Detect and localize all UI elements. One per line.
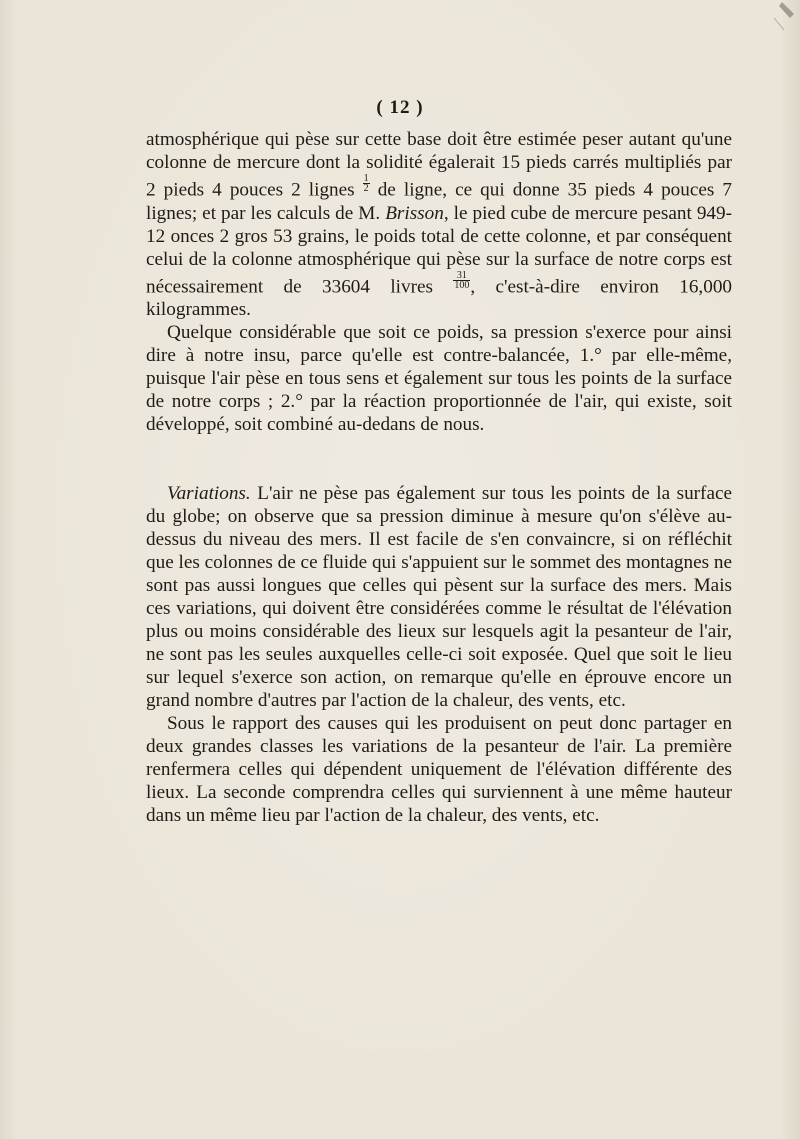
- fraction-hundredths: [453, 271, 470, 290]
- author-name-brisson: Brisson: [385, 202, 444, 224]
- section-heading-variations: Variations.: [167, 483, 251, 504]
- fraction-hundredths-denominator: 100: [454, 279, 470, 291]
- paragraph-3: [146, 482, 732, 712]
- page-number: ( 12 ): [376, 97, 424, 118]
- paragraph-1-text-a: atmosphérique qui pèse sur cette base doit être estimée peser autant qu'une colonne de mercure dont la solidité égalerait 15 pieds carrés multipliés par 2 pieds 4 pouces 2 lignes: [146, 129, 732, 201]
- fraction-hundredths-numerator: 31: [453, 271, 470, 281]
- paragraph-1-text-b: de ligne, ce qui donne 35 pieds 4 pouces 7 lignes; et par les calculs de M.: [146, 179, 732, 224]
- paragraph-2: Quelque considérable que soit ce poids, sa pression s'exerce pour ainsi dire à notre insu, parce qu'elle est contre-balancée, 1.° par elle-même, puisque l'air pèse en tous sens et également sur tous les points de la surface de notre corps ; 2.° par la réaction proportionnée de l'air, qui existe, soit développé, soit combiné au-dedans de nous.: [146, 322, 732, 435]
- paragraph-1-text-c: , le pied cube de mercure pesant 949-12 onces 2 gros 53 grains, le poids total de cette colonne, et par conséquent celui de la colonne atmosphérique qui pèse sur la surface de notre corps est nécessairement de 33604 livres: [146, 202, 732, 297]
- paragraph-1-text-d: , c'est-à-dire environ 16,000 kilogrammes.: [146, 276, 733, 320]
- fraction-half: [363, 174, 370, 193]
- paragraph-1: [146, 128, 732, 321]
- body-text: [146, 128, 732, 827]
- page-corner-stain: [770, 0, 800, 40]
- fraction-half-numerator: 1: [363, 173, 369, 184]
- paragraph-gap: [146, 436, 732, 482]
- fraction-half-denominator: 2: [363, 183, 369, 194]
- paragraph-3-text: L'air ne pèse pas également sur tous les points de la surface du globe; on observe que sa pression diminue à mesure qu'on s'élève au-dessus du niveau des mers. Il est facile de s'en convaincre, si on réfléchit que les colonnes de ce fluide qui s'appuient sur le sommet des montagnes ne sont pas aussi longues que celles qui pèsent sur la surface des mers. Mais ces variations, qui doivent être considérées comme le résultat de l'élévation plus ou moins considérable des lieux sur lesquels agit la pesanteur de l'air, ne sont pas les seules auxquelles celle-ci soit exposée. Quel que soit le lieu sur lequel s'exerce son action, on remarque qu'elle en éprouve encore un grand nombre d'autres par l'action de la chaleur, des vents, etc.: [146, 483, 732, 711]
- paragraph-4: Sous le rapport des causes qui les produisent on peut donc partager en deux grandes classes les variations de la pesanteur de l'air. La première renfermera celles qui dépendent uniquement de l'élévation différente des lieux. La seconde comprendra celles qui surviennent à une même hauteur dans un même lieu par l'action de la chaleur, des vents, etc.: [146, 713, 732, 826]
